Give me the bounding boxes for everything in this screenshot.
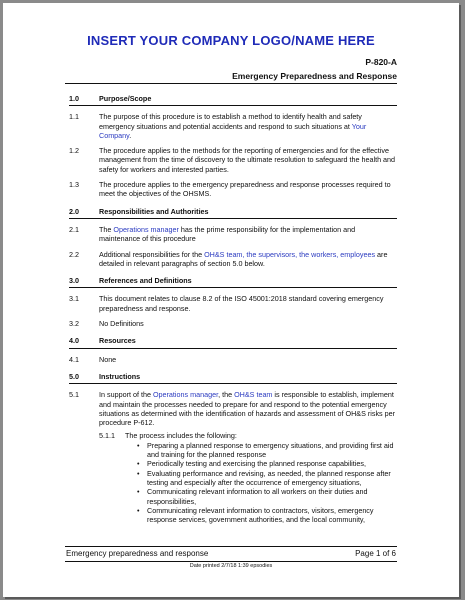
section-rule [69,105,397,106]
paragraph: 3.1 This document relates to clause 8.2 of the ISO 45001:2018 standard covering emergency preparedness and response. [69,294,384,313]
paragraph: 2.1 The Operations manager has the prime responsibility for the implementation and maintenance of this procedure [69,224,356,244]
section-heading: 4.0 Resources [69,336,136,346]
section-rule [69,218,397,219]
paragraph: 1.3 The procedure applies to the emergency preparedness and response processes required to meet the objectives of the OHSMS. [69,180,391,199]
bullet-icon: • [137,440,140,450]
role-link: OH&S team, the supervisors, the workers, employees [204,249,376,259]
section-heading: 1.0 Purpose/Scope [69,94,152,103]
role-link: Operations manager [152,390,219,400]
paragraph: 2.2 Additional responsibilities for the OH&S team, the supervisors, the workers, employees are detailed in relevant paragraphs of section 5.0 below. [69,249,388,268]
bullet-icon: • [137,487,140,497]
bullet-icon: • [137,468,140,478]
process-list [69,441,397,525]
section-heading: 2.0 Responsibilities and Authorities [69,206,209,216]
paragraph: 1.2 The procedure applies to the methods for the reporting of emergencies and for the effective management from the time of discovery to the ultimate resolution to safeguard the health and safety for workers and interested parties. [69,146,396,174]
bullet-icon: • [137,459,140,469]
document-body [69,89,397,524]
section-rule [69,348,397,349]
section-rule [69,383,397,384]
paragraph: 5.1 In support of the Operations manager, the OH&S team is responsible to establish, implement and maintain the processes needed to prepare for and respond to the potential emergency situations as determined with the identification of hazards and assessment of OH&S risks per procedure P-612. [69,390,396,428]
section-rule [69,287,397,288]
company-link: Your Company [99,121,367,140]
list-item: • Communicating relevant information to all workers on their duties and responsibilities, [137,487,368,506]
role-link: Operations manager [113,224,179,234]
print-date: Date printed 2/7/18 1:39 epsodies [189,563,273,569]
page-footer [65,546,397,562]
paragraph: 4.1 None [69,354,117,364]
paragraph: 1.1 The purpose of this procedure is to establish a method to identify health and safety emergency situations and potential accidents and respond to such situations at Your Company. [69,112,367,140]
list-item: • Evaluating performance and revising, as needed, the planned response after testing and especially after the occurrence of emergency situations, [137,468,391,487]
list-item: • Periodically testing and exercising the planned response capabilities, [137,459,366,469]
company-logo-placeholder: INSERT YOUR COMPANY LOGO/NAME HERE [87,33,375,48]
paragraph: 3.2 No Definitions [69,319,144,329]
document-page [3,3,459,597]
section-heading: 3.0 References and Definitions [69,276,192,286]
section-heading: 5.0 Instructions [69,371,141,381]
list-item: • Preparing a planned response to emergency situations, and providing first aid and training for the planned response [137,440,394,460]
footer-title: Emergency preparedness and response [66,549,209,558]
subparagraph: 5.1.1 The process includes the following: [99,431,237,441]
document-number: P-820-A [365,57,397,67]
document-title: Emergency Preparedness and Response [232,71,397,81]
role-link: OH&S team [234,390,273,400]
list-item: • Communicating relevant information to contractors, visitors, emergency response services, government authorities, and the local community, [137,505,374,525]
bullet-icon: • [137,505,140,515]
header-rule [65,83,397,84]
page-number: Page 1 of 6 [355,549,396,558]
